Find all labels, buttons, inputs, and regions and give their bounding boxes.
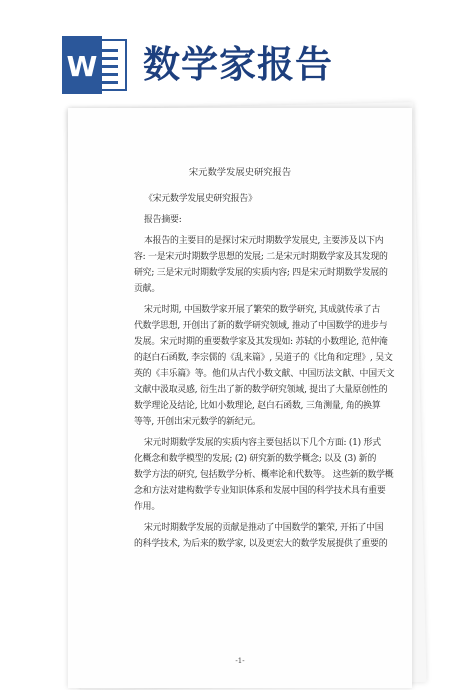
paragraph-line: 宋元时期, 中国数学家开展了繁荣的数学研究, 其成就传承了古 bbox=[144, 305, 381, 315]
paragraph-line: 容: 一是宋元时期数学思想的发展; 二是宋元时期数学家及其发现的 bbox=[134, 252, 388, 262]
word-logo-letter: W bbox=[66, 50, 98, 83]
document-page bbox=[68, 108, 412, 688]
paragraph-line: 宋元时期数学发展的贡献是推动了中国数学的繁荣, 开拓了中国 bbox=[144, 523, 384, 533]
paragraph-line: 代数学思想, 开创出了新的数学研究领域, 推动了中国数学的进步与 bbox=[134, 321, 388, 331]
word-document-icon bbox=[62, 36, 128, 94]
paragraph-line: 发展。宋元时期的重要数学家及其发现如: 苏轼的小数理论, 范仲淹 bbox=[134, 337, 388, 347]
paragraph-line: 等等, 开创出宋元数学的新纪元。 bbox=[134, 417, 261, 427]
paragraph-line: 本报告的主要目的是探讨宋元时期数学发展史, 主要涉及以下内 bbox=[144, 236, 384, 246]
paragraph-line: 数学方法的研究, 包括数学分析、概率论和代数等。 这些新的数学概 bbox=[134, 470, 394, 480]
banner-title: 数学家报告 bbox=[143, 43, 333, 86]
paragraph-line: 文献中汲取灵感, 衍生出了新的数学研究领域, 提出了大量原创性的 bbox=[134, 385, 388, 395]
document-title: 宋元数学发展史研究报告 bbox=[188, 167, 292, 178]
paragraph-line: 贡献。 bbox=[134, 284, 161, 294]
abstract-heading: 报告摘要: bbox=[144, 215, 182, 225]
paragraph-line: 念和方法对建构数学专业知识体系和发展中国的科学技术具有重要 bbox=[134, 486, 386, 496]
paragraph-line: 研究; 三是宋元时期数学发展的实质内容; 四是宋元时期数学发展的 bbox=[134, 268, 388, 278]
report-name-line: 《宋元数学发展史研究报告》 bbox=[144, 194, 257, 204]
paragraph-line: 的科学技术, 为后来的数学家, 以及更宏大的数学发展提供了重要的 bbox=[134, 539, 388, 549]
page-number: -1- bbox=[235, 657, 245, 665]
paragraph-line: 英的《丰乐篇》等。他们从古代小数文献、中国历法文献、中国天文 bbox=[134, 369, 395, 379]
paragraph-line: 宋元时期数学发展的实质内容主要包括以下几个方面: (1) 形式 bbox=[144, 438, 381, 448]
header-banner bbox=[0, 0, 474, 110]
paragraph-line: 作用。 bbox=[134, 502, 161, 512]
paragraph-line: 化概念和数学模型的发展; (2) 研究新的数学概念; 以及 (3) 新的 bbox=[134, 454, 377, 464]
paragraph-line: 数学理论及结论, 比如小数理论, 赵白石函数, 三角测量, 角的换算 bbox=[134, 401, 381, 411]
paragraph-line: 的赵白石函数, 李宗儒的《乱来篇》, 吴道子的《比角和定理》, 吴文 bbox=[134, 353, 393, 363]
